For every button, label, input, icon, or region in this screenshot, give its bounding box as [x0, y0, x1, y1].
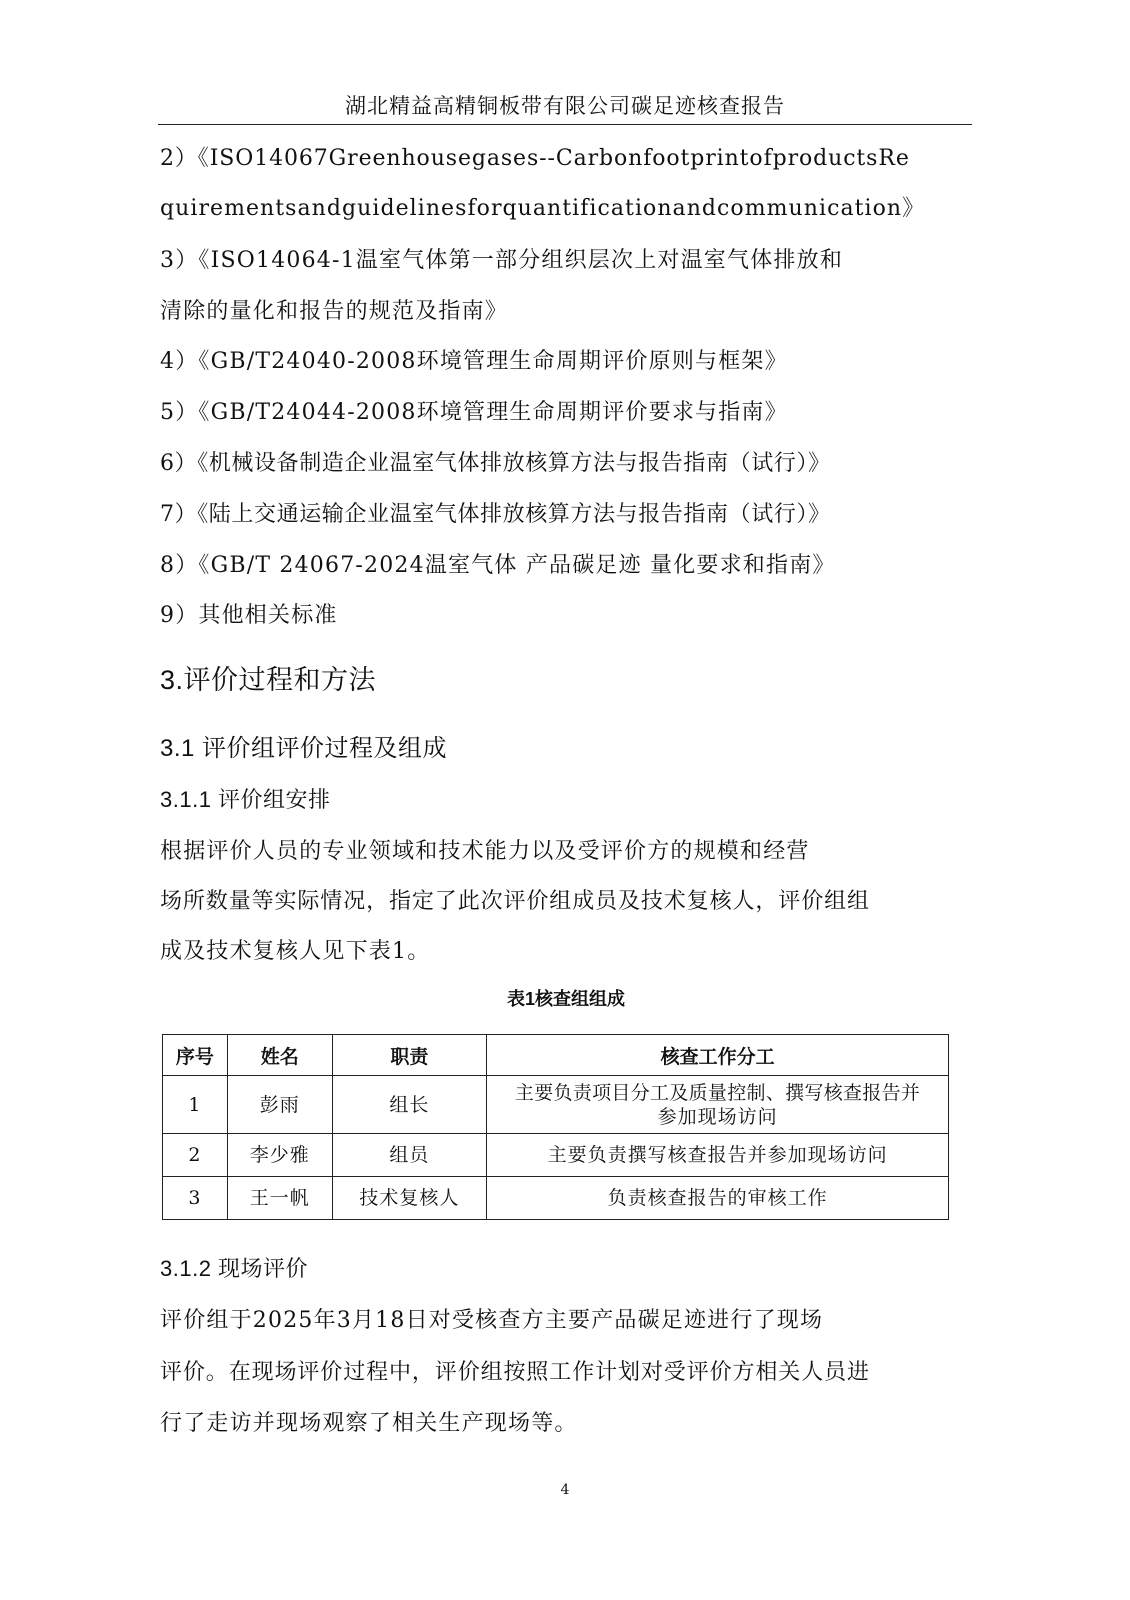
cell-role: 组长	[332, 1076, 487, 1134]
section-3-1-2-heading: 3.1.2 现场评价	[160, 1256, 309, 1281]
section-3-1-1-heading: 3.1.1 评价组安排	[160, 787, 331, 812]
col-header-index: 序号	[163, 1035, 228, 1076]
cell-duties: 主要负责撰写核查报告并参加现场访问	[487, 1134, 949, 1177]
col-header-role: 职责	[332, 1035, 487, 1076]
ref-3-line-2: 清除的量化和报告的规范及指南》	[160, 299, 509, 324]
cell-duties	[487, 1076, 949, 1134]
cell-role: 技术复核人	[332, 1177, 487, 1220]
col-header-name: 姓名	[227, 1035, 332, 1076]
table-header-row	[163, 1035, 949, 1076]
cell-role: 组员	[332, 1134, 487, 1177]
para-3-1-1-line-3: 成及技术复核人见下表1。	[160, 939, 431, 964]
col-header-duties: 核查工作分工	[487, 1035, 949, 1076]
ref-9: 9）其他相关标准	[160, 603, 338, 628]
ref-3-line-1: 3）《ISO14064-1温室气体第一部分组织层次上对温室气体排放和	[160, 248, 844, 273]
para-3-1-2-line-3: 行了走访并现场观察了相关生产现场等。	[160, 1411, 578, 1436]
ref-7: 7）《陆上交通运输企业温室气体排放核算方法与报告指南（试行）》	[160, 502, 831, 527]
cell-index: 2	[163, 1134, 228, 1177]
table-row	[163, 1076, 949, 1134]
table-row	[163, 1134, 949, 1177]
cell-index: 1	[163, 1076, 228, 1134]
cell-name: 王一帆	[227, 1177, 332, 1220]
ref-4: 4）《GB/T24040-2008环境管理生命周期评价原则与框架》	[160, 349, 788, 374]
section-3-heading: 3.评价过程和方法	[160, 665, 377, 695]
para-3-1-2-line-2: 评价。在现场评价过程中，评价组按照工作计划对受评价方相关人员进	[160, 1360, 870, 1385]
cell-duties-line-2: 参加现场访问	[657, 1105, 778, 1128]
ref-2-line-1: 2）《ISO14067Greenhousegases--CarbonfootprintofproductsRe	[160, 146, 910, 171]
cell-duties-line-1: 主要负责项目分工及质量控制、撰写核查报告并	[514, 1081, 921, 1104]
ref-6: 6）《机械设备制造企业温室气体排放核算方法与报告指南（试行）》	[160, 451, 831, 476]
audit-team-table	[162, 1034, 949, 1220]
cell-index: 3	[163, 1177, 228, 1220]
section-3-1-heading: 3.1 评价组评价过程及组成	[160, 735, 448, 762]
para-3-1-1-line-2: 场所数量等实际情况，指定了此次评价组成员及技术复核人，评价组组	[160, 889, 870, 914]
page-header: 湖北精益高精铜板带有限公司碳足迹核查报告	[345, 94, 785, 118]
cell-duties: 负责核查报告的审核工作	[487, 1177, 949, 1220]
cell-name: 李少雅	[227, 1134, 332, 1177]
para-3-1-1-line-1: 根据评价人员的专业领域和技术能力以及受评价方的规模和经营	[160, 839, 810, 864]
page-number: 4	[560, 1482, 570, 1498]
ref-5: 5）《GB/T24044-2008环境管理生命周期评价要求与指南》	[160, 400, 788, 425]
cell-name: 彭雨	[227, 1076, 332, 1134]
table-row	[163, 1177, 949, 1220]
ref-2-line-2: quirementsandguidelinesforquantificationandcommunication》	[160, 196, 926, 221]
para-3-1-2-line-1: 评价组于2025年3月18日对受核查方主要产品碳足迹进行了现场	[160, 1308, 824, 1333]
ref-8: 8）《GB/T 24067-2024温室气体 产品碳足迹 量化要求和指南》	[160, 553, 836, 578]
header-divider	[158, 124, 972, 125]
table-caption: 表1核查组组成	[506, 989, 625, 1009]
